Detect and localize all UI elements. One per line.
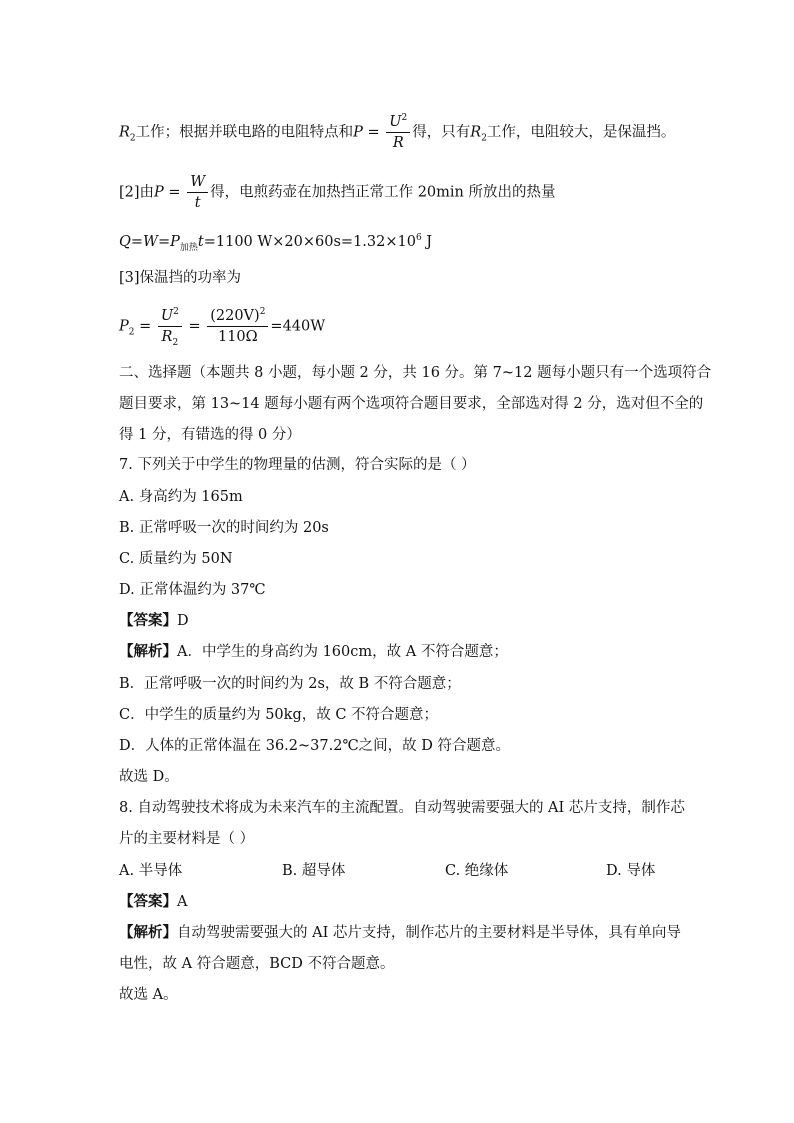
equation-result: =440W xyxy=(270,318,326,335)
q8-option-d: D. 导体 xyxy=(606,863,656,879)
fraction-denominator: R xyxy=(161,329,173,345)
q8-conclusion: 故选 A。 xyxy=(119,987,178,1003)
p-symbol: P xyxy=(154,184,164,201)
q7-answer xyxy=(119,611,189,631)
section-heading-line-2: 题目要求，第 13~14 题每小题有两个选项符合题目要求，全部选对得 2 分，选对但不全的 xyxy=(119,396,704,412)
equals-sign: = xyxy=(163,184,186,201)
analysis-text: 自动驾驶需要强大的 AI 芯片支持，制作芯片的主要材料是半导体，具有单向导 xyxy=(177,925,681,941)
analysis-text: A．中学生的身高约为 160cm，故 A 不符合题意； xyxy=(177,644,508,660)
superscript: 2 xyxy=(173,307,179,318)
q7-option-b: B. 正常呼吸一次的时间约为 20s xyxy=(119,520,329,536)
q8-stem-line-2: 片的主要材料是（ ） xyxy=(119,831,255,847)
r-subscript: 2 xyxy=(481,133,487,144)
superscript: 2 xyxy=(401,113,408,124)
explanation-line-4: [3]保温挡的功率为 xyxy=(119,270,242,286)
text-segment: 工作，电阻较大，是保温挡。 xyxy=(486,124,676,141)
answer-label: 【答案】 xyxy=(119,893,177,910)
fraction-numerator: U xyxy=(389,114,402,130)
fraction-denominator: t xyxy=(194,195,201,211)
text-segment: [2]由 xyxy=(119,184,155,201)
t-symbol: t xyxy=(197,234,204,250)
fraction-numerator: W xyxy=(187,172,208,193)
q7-analysis-line-4: D．人体的正常体温在 36.2~37.2℃之间，故 D 符合题意。 xyxy=(119,738,511,754)
q7-option-d: D. 正常体温约为 37℃ xyxy=(119,582,266,598)
superscript: 2 xyxy=(259,307,266,318)
q7-option-c: C. 质量约为 50N xyxy=(119,551,233,567)
p-subscript: 加热 xyxy=(179,242,198,253)
q8-option-a: A. 半导体 xyxy=(119,863,183,879)
section-heading-line-1: 二、选择题（本题共 8 小题，每小题 2 分，共 16 分。第 7~12 题每小题只有一个选项符合 xyxy=(119,365,712,381)
w-symbol: W xyxy=(143,234,158,250)
equals-sign: = xyxy=(157,234,171,250)
analysis-label: 【解析】 xyxy=(119,924,177,941)
p-symbol: P xyxy=(170,234,180,250)
r-symbol: R xyxy=(470,124,482,141)
q8-stem-line-1: 8. 自动驾驶技术将成为未来汽车的主流配置。自动驾驶需要强大的 AI 芯片支持，制作芯 xyxy=(119,800,685,816)
q7-stem: 7. 下列关于中学生的物理量的估测，符合实际的是（ ） xyxy=(119,457,476,473)
text-segment: 得，电煎药壶在加热挡正常工作 20min 所放出的热量 xyxy=(210,184,556,201)
p-symbol: P xyxy=(353,124,363,141)
q8-option-b: B. 超导体 xyxy=(282,863,346,879)
q7-analysis-line-3: C．中学生的质量约为 50kg，故 C 不符合题意； xyxy=(119,707,439,723)
equation-values: =1100 W×20×60s=1.32×10 xyxy=(203,234,416,250)
equals-sign: = xyxy=(183,318,206,335)
answer-value: D xyxy=(177,613,189,629)
power-equation xyxy=(119,306,325,347)
answer-value: A xyxy=(177,894,188,910)
q8-analysis-line-1 xyxy=(119,923,681,943)
fraction-voltage-over-resistance xyxy=(207,306,268,347)
analysis-label: 【解析】 xyxy=(119,643,177,660)
equals-sign: = xyxy=(362,124,385,141)
q7-option-a: A. 身高约为 165m xyxy=(119,489,243,505)
heat-equation xyxy=(119,232,432,252)
p-symbol: P xyxy=(119,318,129,335)
equals-sign: = xyxy=(130,234,144,250)
text-segment: 工作；根据并联电路的电阻特点和 xyxy=(135,124,354,141)
p-subscript: 2 xyxy=(128,327,135,338)
r-subscript: 2 xyxy=(129,133,136,144)
fraction-denominator: 110Ω xyxy=(217,329,258,345)
subscript: 2 xyxy=(172,337,179,348)
q-symbol: Q xyxy=(119,234,131,250)
fraction-w-over-t xyxy=(187,172,208,213)
q7-analysis-line-2: B．正常呼吸一次的时间约为 2s，故 B 不符合题意； xyxy=(119,676,461,692)
equals-sign: = xyxy=(134,318,156,335)
fraction-numerator: U xyxy=(160,308,174,324)
fraction-numerator: (220V) xyxy=(210,308,260,324)
answer-label: 【答案】 xyxy=(119,612,177,629)
q7-analysis-line-1 xyxy=(119,642,508,662)
unit-joule: J xyxy=(421,234,433,250)
text-segment: 得，只有 xyxy=(412,124,471,141)
section-heading-line-3: 得 1 分，有错选的得 0 分） xyxy=(119,427,301,443)
q8-analysis-line-2: 电性，故 A 符合题意，BCD 不符合题意。 xyxy=(119,956,395,972)
fraction-denominator: R xyxy=(392,135,404,151)
r-symbol: R xyxy=(119,124,130,141)
exponent: 6 xyxy=(415,233,422,244)
q7-conclusion: 故选 D。 xyxy=(119,769,179,785)
fraction-u2-over-r xyxy=(386,112,410,153)
explanation-line-2 xyxy=(119,172,556,213)
fraction-u2-over-r2 xyxy=(158,306,182,347)
explanation-line-1 xyxy=(119,112,675,153)
q8-option-c: C. 绝缘体 xyxy=(445,863,509,879)
q8-answer xyxy=(119,892,187,912)
